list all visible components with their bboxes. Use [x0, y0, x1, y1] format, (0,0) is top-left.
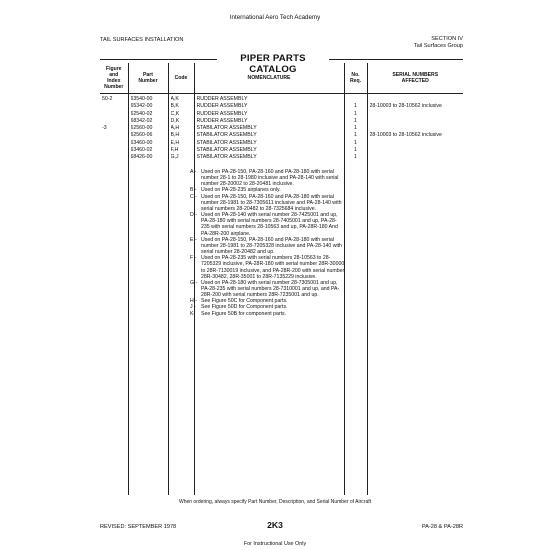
note-key: F -: [190, 255, 197, 262]
serial-cell: [370, 96, 464, 103]
nomenclature-cell: STABILATOR ASSEMBLY: [196, 132, 257, 139]
note-key: B -: [190, 187, 197, 194]
serial-cell: [370, 111, 464, 118]
code-cell: F,H: [170, 147, 179, 154]
note-text: See Figure 50C for Component parts.: [201, 298, 288, 305]
code-cell: A,K: [170, 96, 179, 102]
nomenclature-cell: STABILATOR ASSEMBLY: [196, 125, 257, 132]
catalog-title: PIPER PARTS CATALOG: [240, 53, 306, 75]
serial-cell: [370, 140, 464, 147]
note-text: See Figure 50D for Component parts.: [201, 304, 288, 311]
note-key: H -: [190, 298, 197, 305]
note-text: Used on PA-28-235 airplanes only.: [201, 187, 281, 194]
code-cell: D,K: [170, 117, 180, 124]
part-number-cell: 62560-00: [130, 125, 153, 132]
note-text: Used on PA-28-150, PA-28-160 and PA-28-180 with serial number 28-1981 to 28-7205328 inclusive and PA-28-140 with serial number 28-20482 and up.: [201, 236, 342, 256]
figure-cell: [102, 147, 128, 154]
section-label: [414, 36, 463, 49]
code-cell: A,H: [170, 125, 180, 132]
req-cell: 1: [354, 139, 357, 146]
figure-cell: [102, 140, 128, 147]
req-cell: 1: [354, 103, 357, 110]
nomenclature-cell: STABILATOR ASSEMBLY: [196, 147, 257, 154]
req-cell: 1: [354, 132, 357, 139]
part-number-cell: 63540-00: [130, 96, 153, 102]
note-text: Used on PA-28-150, PA-28-160 and PA-28-180 with serial number 28-1981 to 28-7305611 inclusive and PA-28-140 with serial numbers 28-20482 to 28-7325684 inclusive.: [201, 193, 342, 212]
section-number: SECTION IV: [431, 36, 463, 42]
req-cell: 1: [354, 125, 357, 132]
note-key: K-: [190, 310, 196, 317]
part-number-cell: 68342-02: [130, 117, 153, 124]
figure-cell: [102, 154, 128, 161]
col-req-header: No. Req.: [344, 63, 367, 94]
section-title: TAIL SURFACES INSTALLATION: [100, 37, 184, 43]
code-notes: [190, 169, 345, 317]
note-text: Used on PA-28-140 with serial number 28-7425001 and up, PA-28-180 with serial numbers 28-7405001 and up, PA-28-235 with serial numbers 28-10563 and up, PA-28R-180 And PA-28R-200 airplane.: [201, 212, 338, 237]
note-key: C -: [190, 193, 197, 200]
serial-cell: [370, 118, 464, 125]
nomenclature-cell: RUDDER ASSEMBLY: [196, 110, 248, 117]
figure-cell: [102, 111, 128, 118]
note-item: [190, 311, 345, 317]
nomenclature-cell: RUDDER ASSEMBLY: [196, 103, 248, 110]
figure-cell: 50-2: [102, 96, 113, 102]
note-key: G -: [190, 279, 198, 286]
part-number-cell: 65342-00: [130, 103, 153, 110]
part-number-cell: 63460-00: [130, 139, 153, 146]
serial-cell: 28-10003 to 28-10562 inclusive: [369, 132, 442, 139]
note-text: See Figure 50B for component parts.: [201, 310, 287, 317]
title-rule-right: [329, 59, 463, 60]
code-cell: E,H: [170, 139, 180, 146]
nomenclature-cell: STABILATOR ASSEMBLY: [196, 139, 257, 146]
figure-cell: -3: [102, 125, 107, 132]
nomenclature-cell: STABILATOR ASSEMBLY: [196, 154, 257, 161]
note-item: [190, 169, 345, 187]
code-cell: G,J: [170, 154, 179, 161]
title-rule-left: [100, 59, 217, 60]
instructional-use-footer: For Instructional Use Only: [243, 541, 307, 547]
nomenclature-cell: RUDDER ASSEMBLY: [196, 96, 248, 102]
note-text: Used on PA-28-235 with serial numbers 28-10563 to 28-7205329 inclusive, PA-28R-180 with serial number 28R-30000 to 28R-7130019 inclusive, and PA-28R-200 with serial number 28R-30482, 28R-35001 to 28R-7135229 inclusive.: [201, 255, 345, 280]
code-cell: B,H: [170, 132, 180, 139]
figure-cell: [102, 132, 128, 139]
serial-cell: [370, 125, 464, 132]
note-item: [190, 194, 345, 212]
note-key: E -: [190, 236, 197, 243]
serial-cell: [370, 147, 464, 154]
col-req: [344, 94, 367, 496]
col-part: [128, 94, 168, 496]
part-number-cell: 68426-00: [130, 154, 153, 161]
req-cell: 1: [354, 147, 357, 154]
part-number-cell: 62540-02: [130, 110, 153, 117]
ordering-note: When ordering, always specify Part Number, Description, and Serial Number of Aircraft: [178, 499, 372, 505]
figure-cell: [102, 118, 128, 125]
note-item: [190, 212, 345, 237]
academy-header: International Aero Tech Academy: [229, 14, 321, 21]
col-figure: [100, 94, 128, 496]
note-item: [190, 255, 345, 280]
part-number-cell: 62560-06: [130, 132, 153, 139]
page-number: 2K3: [267, 520, 283, 530]
note-text: Used on PA-28-150, PA-28-160 and PA-28-180 with serial number 28-1 to 28-1980 inclusive and PA-28-140 with serial number 28-20002 to 28-20481 inclusive.: [201, 169, 339, 188]
col-serial-header: SERIAL NUMBERS AFFECTED: [367, 63, 463, 94]
serial-cell: 28-10003 to 28-10562 inclusive: [369, 103, 442, 110]
nomenclature-cell: RUDDER ASSEMBLY: [196, 117, 248, 124]
col-part-header: Part Number: [128, 63, 168, 94]
col-figure-header: Figure and Index Number: [100, 63, 128, 94]
col-nomenclature-header: NOMENCLATURE: [194, 63, 344, 94]
revision-date: REVISED: SEPTEMBER 1978: [100, 524, 177, 530]
req-cell: [345, 96, 367, 103]
col-code-header: Code: [168, 63, 194, 94]
req-cell: 1: [354, 154, 357, 161]
code-cell: B,K: [170, 103, 179, 110]
req-cell: 1: [354, 110, 357, 117]
part-number-cell: 63460-02: [130, 147, 153, 154]
note-item: [190, 237, 345, 255]
note-key: D -: [190, 212, 197, 219]
note-text: Used on PA-28-180 with serial number 28-7305001 and up, PA-28-235 with serial numbers 28-7310001 and up, and PA-28R-200 with serial numbers 28R-7235001 and up.: [201, 279, 340, 299]
note-key: J -: [190, 304, 196, 311]
table-header-row: [100, 63, 463, 94]
note-item: [190, 280, 345, 298]
note-key: A -: [190, 169, 197, 175]
code-cell: C,K: [170, 110, 180, 117]
aircraft-model: PA-28 & PA-28R: [421, 524, 463, 530]
serial-cell: [370, 154, 464, 161]
req-cell: 1: [354, 117, 357, 124]
col-serial: [367, 94, 463, 496]
section-group: Tail Surfaces Group: [413, 42, 463, 49]
figure-cell: [102, 103, 128, 110]
